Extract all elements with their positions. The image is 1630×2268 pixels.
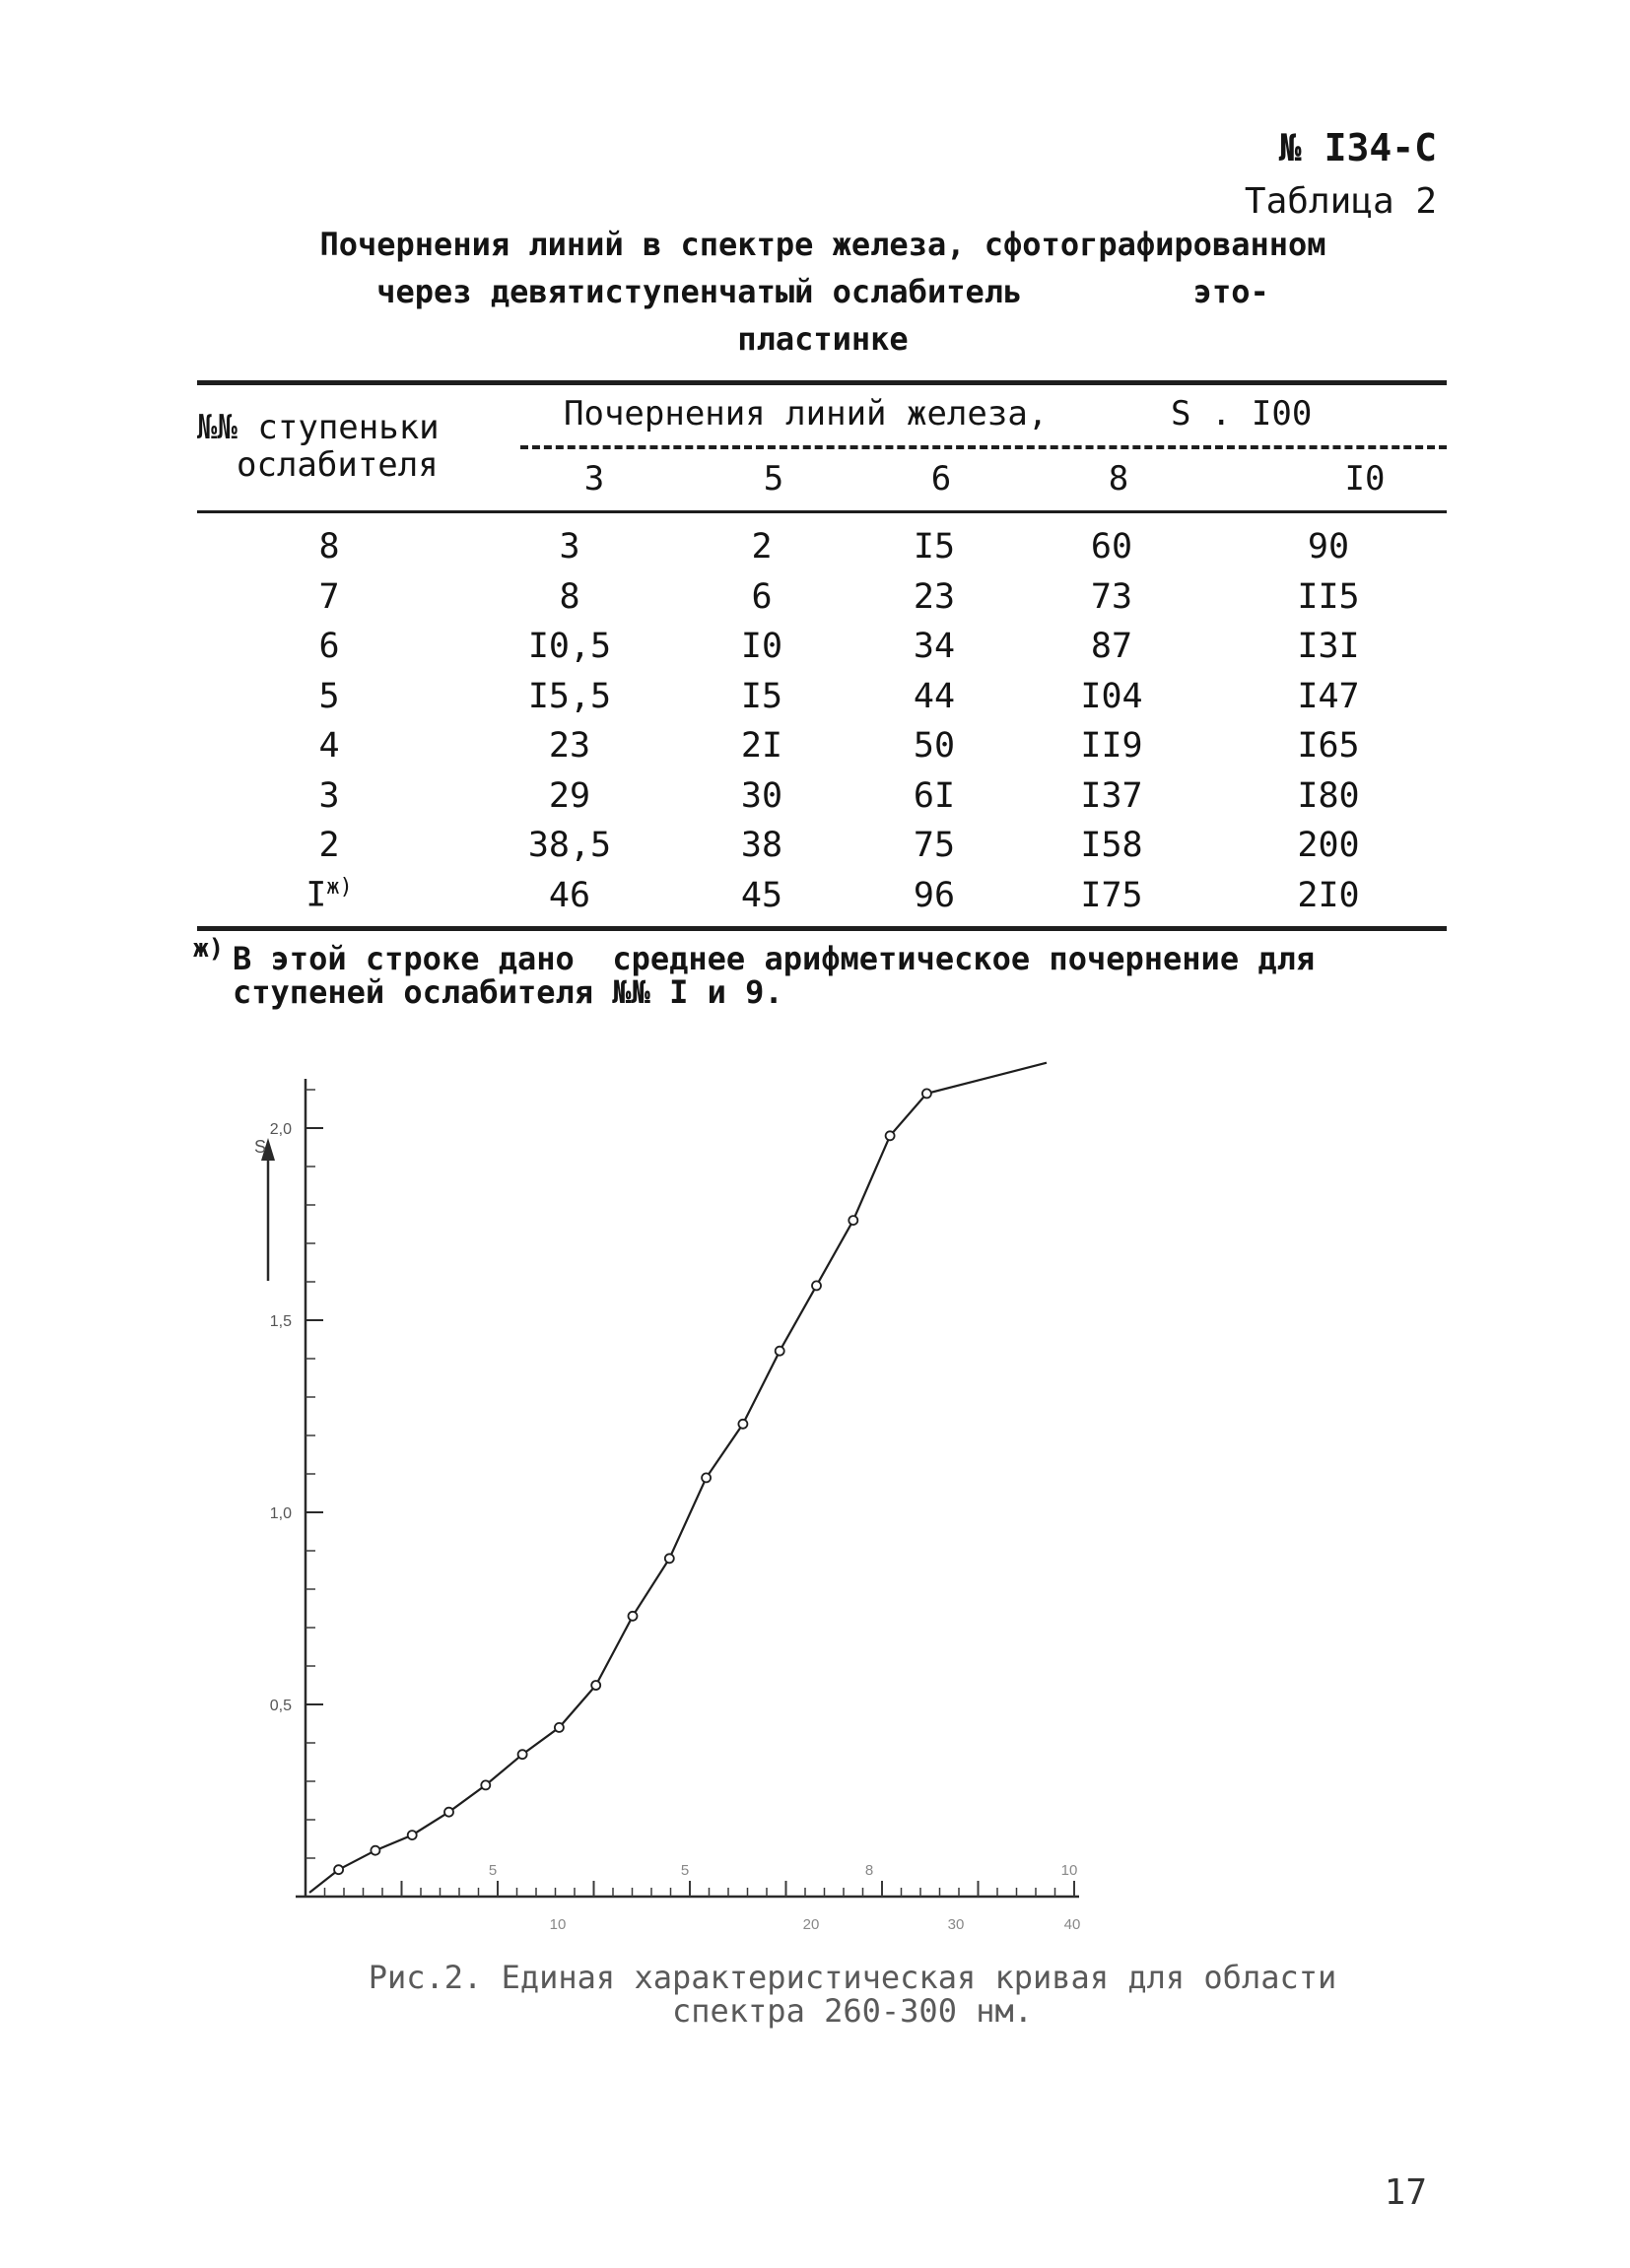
value-cell: I5 bbox=[913, 527, 956, 567]
value-cell: II9 bbox=[1080, 726, 1143, 767]
value-cell: I80 bbox=[1297, 775, 1360, 816]
data-point bbox=[702, 1473, 711, 1482]
value-cell: 45 bbox=[740, 875, 783, 915]
x-tick-label-upper: 5 bbox=[488, 1862, 498, 1879]
data-point bbox=[371, 1846, 379, 1855]
step-number: 4 bbox=[318, 726, 340, 767]
value-cell: I5,5 bbox=[527, 676, 612, 716]
x-tick-label-lower: 40 bbox=[1063, 1916, 1081, 1933]
data-point bbox=[738, 1420, 747, 1429]
x-tick-label-upper: 8 bbox=[864, 1862, 874, 1879]
figure-caption-line-1: Рис.2. Единая характеристическая кривая для области bbox=[368, 1959, 1337, 1996]
y-tick-label: 1,5 bbox=[269, 1313, 292, 1330]
value-cell: I04 bbox=[1080, 676, 1143, 716]
value-cell: 3 bbox=[559, 527, 580, 567]
x-tick-label-lower: 30 bbox=[947, 1916, 965, 1933]
value-cell: 90 bbox=[1307, 527, 1350, 567]
value-cell: 44 bbox=[913, 676, 956, 716]
caption-line-3: пластинке bbox=[737, 320, 909, 358]
value-cell: 2I0 bbox=[1297, 875, 1360, 915]
col-header-10: I0 bbox=[1344, 459, 1386, 499]
value-cell: I65 bbox=[1297, 726, 1360, 767]
value-cell: 8 bbox=[559, 576, 580, 617]
value-cell: 2I bbox=[740, 726, 783, 767]
y-tick-label: 0,5 bbox=[269, 1698, 292, 1714]
x-tick-label-upper: 5 bbox=[680, 1862, 690, 1879]
value-cell: 29 bbox=[548, 775, 591, 816]
x-tick-label-lower: 10 bbox=[549, 1916, 567, 1933]
value-cell: 23 bbox=[548, 726, 591, 767]
y-tick-label: 1,0 bbox=[269, 1505, 292, 1522]
value-cell: 38,5 bbox=[527, 826, 612, 866]
data-point bbox=[334, 1865, 343, 1874]
footnote-mark: ж) bbox=[193, 934, 225, 964]
value-cell: II5 bbox=[1297, 576, 1360, 617]
step-number: 5 bbox=[318, 676, 340, 716]
value-cell: 60 bbox=[1090, 527, 1133, 567]
value-cell: I58 bbox=[1080, 826, 1143, 866]
col-header-8: 8 bbox=[1108, 459, 1129, 499]
figure-caption-line-2: спектра 260-300 нм. bbox=[671, 1992, 1034, 2030]
data-point bbox=[591, 1681, 600, 1690]
value-cell: 87 bbox=[1090, 627, 1133, 667]
value-cell: 50 bbox=[913, 726, 956, 767]
y-axis-label: S bbox=[254, 1137, 267, 1157]
data-point bbox=[444, 1808, 453, 1817]
group-header: Почернения линий железа, bbox=[564, 394, 1049, 434]
value-cell: I0,5 bbox=[527, 627, 612, 667]
value-cell: I47 bbox=[1297, 676, 1360, 716]
value-cell: I37 bbox=[1080, 775, 1143, 816]
value-cell: 6I bbox=[913, 775, 956, 816]
value-cell: I0 bbox=[740, 627, 783, 667]
col-header-6: 6 bbox=[930, 459, 952, 499]
data-point bbox=[629, 1612, 638, 1621]
value-cell: 6 bbox=[751, 576, 773, 617]
value-cell: 200 bbox=[1297, 826, 1360, 866]
value-cell: 30 bbox=[740, 775, 783, 816]
data-point bbox=[812, 1281, 821, 1290]
value-cell: I5 bbox=[740, 676, 783, 716]
footnote-line-2: ступеней ослабителя №№ I и 9. bbox=[233, 973, 783, 1011]
step-header-line-1: №№ ступеньки bbox=[197, 408, 440, 447]
data-point bbox=[555, 1723, 564, 1732]
y-tick-label: 2,0 bbox=[269, 1121, 292, 1138]
footnote-reference: ж) bbox=[326, 875, 353, 901]
table-label: Таблица 2 bbox=[1244, 181, 1437, 222]
value-cell: I3I bbox=[1297, 627, 1360, 667]
figure-caption bbox=[286, 1961, 1419, 2028]
step-number: 2 bbox=[318, 826, 340, 866]
step-number: 3 bbox=[318, 775, 340, 816]
value-cell: 23 bbox=[913, 576, 956, 617]
data-point bbox=[849, 1216, 857, 1225]
data-point bbox=[408, 1831, 417, 1839]
value-cell: 38 bbox=[740, 826, 783, 866]
data-point bbox=[481, 1780, 490, 1789]
characteristic-curve-line bbox=[309, 1063, 1047, 1893]
caption-line-1: Почернения линий в спектре железа, сфотографированном bbox=[319, 226, 1326, 263]
data-point bbox=[665, 1554, 674, 1563]
value-cell: 96 bbox=[913, 875, 956, 915]
value-cell: 34 bbox=[913, 627, 956, 667]
value-cell: 46 bbox=[548, 875, 591, 915]
col-header-3: 3 bbox=[583, 459, 605, 499]
value-cell: 2 bbox=[751, 527, 773, 567]
col-header-5: 5 bbox=[763, 459, 784, 499]
data-point bbox=[922, 1089, 931, 1098]
data-point bbox=[518, 1750, 527, 1759]
footnote-line-1: В этой строке дано среднее арифметическое почернение для bbox=[233, 940, 1316, 977]
step-number: I bbox=[306, 876, 327, 916]
step-number: 8 bbox=[318, 527, 340, 567]
step-number: 6 bbox=[318, 627, 340, 667]
document-id: № I34-С bbox=[1278, 126, 1437, 169]
value-cell: I75 bbox=[1080, 875, 1143, 915]
x-tick-label-upper: 10 bbox=[1060, 1862, 1078, 1879]
page-number: 17 bbox=[1384, 2172, 1427, 2213]
caption-line-2: через девятиступенчатый ослабитель это- bbox=[376, 273, 1269, 310]
step-number: 7 bbox=[318, 576, 340, 617]
step-header-line-2: ослабителя bbox=[237, 445, 439, 485]
value-cell: 75 bbox=[913, 826, 956, 866]
data-point bbox=[776, 1347, 784, 1356]
value-cell: 73 bbox=[1090, 576, 1133, 617]
data-point bbox=[886, 1131, 895, 1140]
x-tick-label-lower: 20 bbox=[802, 1916, 820, 1933]
unit-header: S . I00 bbox=[1171, 394, 1313, 434]
